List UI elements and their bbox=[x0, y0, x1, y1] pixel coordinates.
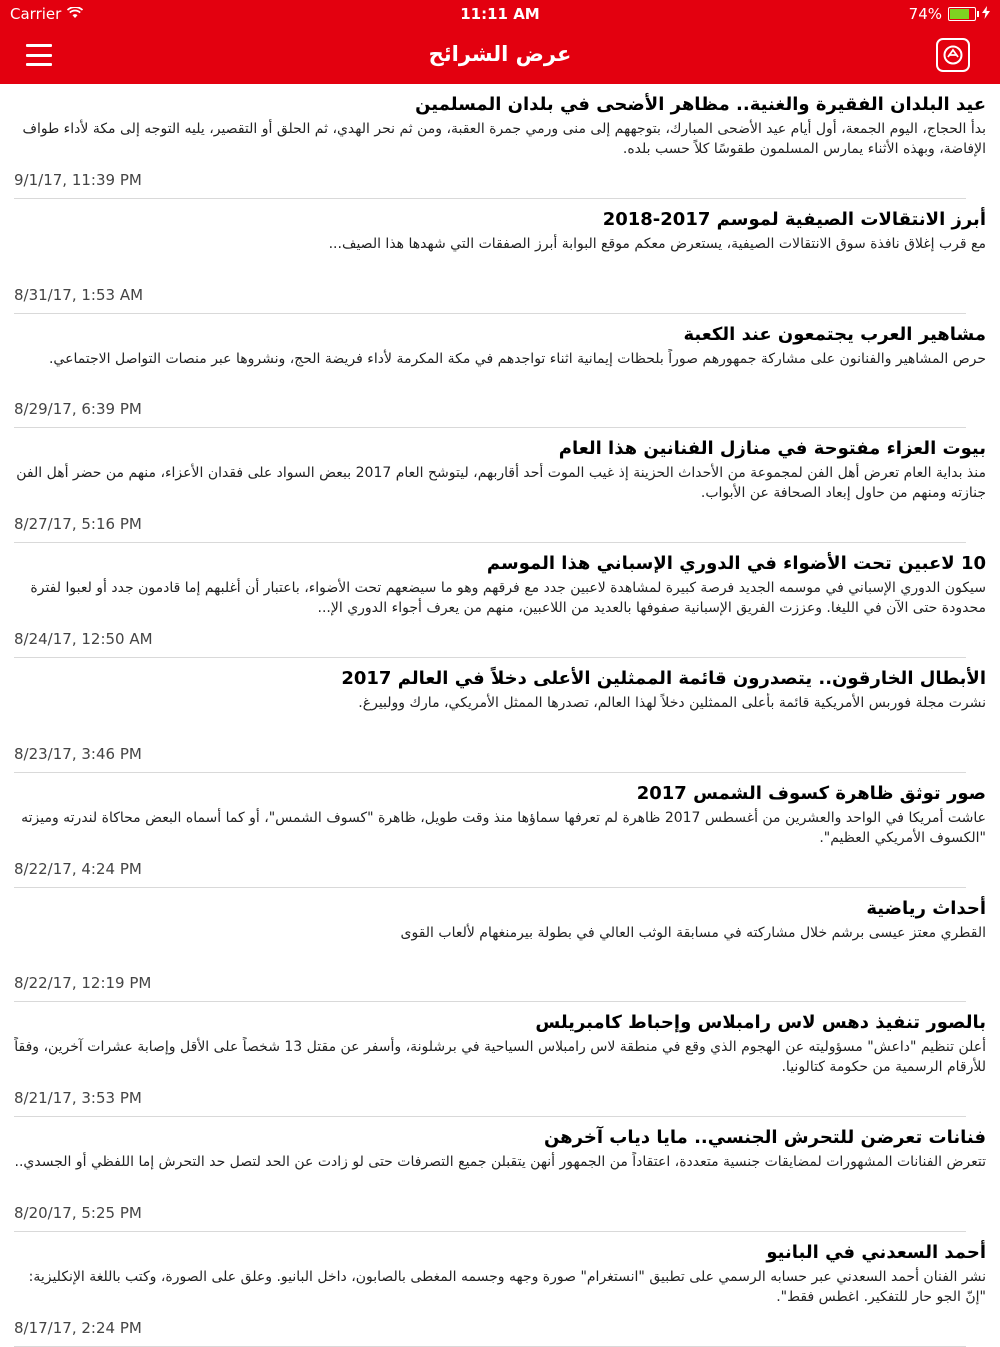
article-date: 8/20/17, 5:25 PM bbox=[14, 1203, 142, 1222]
article-date: 8/24/17, 12:50 AM bbox=[14, 629, 153, 648]
article-summary: تتعرض الفنانات المشهورات لمضايقات جنسية متعددة، اعتقاداً من الجمهور أنهن يتقبلن جميع التصرفات حتى لو زادت عن الحد لتصل حد التحرش إما اللفظي أو الجسدي.. bbox=[14, 1154, 986, 1171]
list-item[interactable] bbox=[0, 314, 1000, 429]
article-date: 9/1/17, 11:39 PM bbox=[14, 170, 142, 189]
status-bar bbox=[0, 0, 1000, 28]
article-summary: القطري معتز عيسى برشم خلال مشاركته في مسابقة الوثب العالي في بطولة بيرمنغهام لألعاب القوى bbox=[400, 924, 986, 941]
article-date: 8/27/17, 5:16 PM bbox=[14, 515, 142, 534]
list-item[interactable] bbox=[0, 1002, 1000, 1117]
article-summary: نشرت مجلة فوربس الأمريكية قائمة بأعلى الممثلين دخلاً لهذا العالم، تصدرها الممثل الأمريكي، مارك وولبيرغ. bbox=[358, 694, 986, 711]
article-title: أحمد السعدني في البانيو bbox=[766, 1241, 986, 1263]
page-title: عرض الشرائح bbox=[428, 42, 572, 66]
article-list bbox=[0, 84, 1000, 1347]
status-right bbox=[909, 5, 990, 23]
article-date: 8/23/17, 3:46 PM bbox=[14, 744, 142, 763]
article-date: 8/21/17, 3:53 PM bbox=[14, 1089, 142, 1108]
article-summary: سيكون الدوري الإسباني في موسمه الجديد فرصة كبيرة لمشاهدة لاعبين جدد مع فرقهم وهو ما سيضعهم تحت الأضواء، باعتبار أن أغلبهم إما قادمون جدد أو لعبوا لفترة محدودة حتى الآن في الليغا. وعززت الفريق الإسبانية صفوفها بالعديد من اللاعبين، منهم من يعرف أجواء الدوري الإ... bbox=[30, 580, 986, 617]
list-item[interactable] bbox=[0, 543, 1000, 658]
article-date: 8/22/17, 12:19 PM bbox=[14, 974, 152, 993]
article-summary: أعلن تنظيم "داعش" مسؤوليته عن الهجوم الذي وقع في منطقة لاس رامبلاس السياحية في برشلونة، وأسفر عن مقتل 13 شخصاً على الأقل وإصابة عشرات آخرين، وفقاً للأرقام الرسمية من حكومة كتالونيا. bbox=[14, 1039, 986, 1076]
list-item[interactable] bbox=[0, 1117, 1000, 1232]
list-item[interactable] bbox=[0, 199, 1000, 314]
battery-icon bbox=[948, 7, 976, 21]
article-date: 8/29/17, 6:39 PM bbox=[14, 400, 142, 419]
article-summary: منذ بداية العام تعرض أهل الفن لمجموعة من الأحداث الحزينة إذ غيب الموت أحد أقاربهم، ليتوشح العام 2017 ببعض السواد على فقدان الأعزاء، منهم من حضر أهل الفن جنازته ومنهم من حاول إبعاد الصحافة عن الأبواب. bbox=[16, 465, 986, 502]
article-title: صور توثق ظاهرة كسوف الشمس 2017 bbox=[636, 782, 986, 804]
article-title: بالصور تنفيذ دهس لاس رامبلاس وإحباط كامبريلس bbox=[535, 1012, 986, 1034]
article-title: أحداث رياضية bbox=[866, 897, 986, 919]
article-date: 8/17/17, 2:24 PM bbox=[14, 1318, 142, 1337]
article-summary: عاشت أمريكا في الواحد والعشرين من أغسطس 2017 ظاهرة لم تعرفها سماؤها منذ وقت طويل، ظاهرة "كسوف الشمس"، أو كما أسماه البعض محاكاة لندرته وميزته "الكسوف الأمريكي العظيم". bbox=[21, 809, 986, 846]
article-summary: نشر الفنان أحمد السعدني عبر حسابه الرسمي على تطبيق "انستغرام" صورة وجهه وجسمه المغطى بالصابون، داخل البانيو. وعلق على الصورة، وكتب باللغة الإنكليزية: "إنّ الجو حار للتفكير. اغطس فقط". bbox=[28, 1268, 986, 1305]
article-title: 10 لاعبين تحت الأضواء في الدوري الإسباني هذا الموسم bbox=[486, 553, 986, 575]
list-item[interactable] bbox=[0, 658, 1000, 773]
logo-icon bbox=[942, 44, 964, 66]
status-time: 11:11 AM bbox=[460, 5, 540, 23]
nav-bar bbox=[0, 28, 1000, 84]
article-date: 8/31/17, 1:53 AM bbox=[14, 285, 144, 304]
logo-button[interactable] bbox=[936, 38, 970, 72]
article-title: أبرز الانتقالات الصيفية لموسم 2017-2018 bbox=[602, 208, 986, 230]
article-title: الأبطال الخارقون.. يتصدرون قائمة الممثلين الأعلى دخلاً في العالم 2017 bbox=[341, 667, 986, 689]
article-summary: مع قرب إغلاق نافذة سوق الانتقالات الصيفية، يستعرض معكم موقع البوابة أبرز الصفقات التي شهدها هذا الصيف... bbox=[328, 235, 986, 252]
list-item[interactable] bbox=[0, 1232, 1000, 1347]
article-title: مشاهير العرب يجتمعون عند الكعبة bbox=[683, 323, 986, 345]
list-item[interactable] bbox=[0, 84, 1000, 199]
article-date: 8/22/17, 4:24 PM bbox=[14, 859, 142, 878]
article-summary: بدأ الحجاج، اليوم الجمعة، أول أيام عيد الأضحى المبارك، بتوجههم إلى منى ورمي جمرة العقبة، ومن ثم نحر الهدي، ثم الحلق أو التقصير، يليه التوجه إلى مكة لأداء طواف الإفاضة، وبهذه الأثناء يمارس المسلمون طقوسًا كلاً حسب بلده. bbox=[22, 121, 986, 157]
battery-percent: 74% bbox=[908, 5, 942, 23]
charging-icon bbox=[982, 5, 990, 23]
list-item[interactable] bbox=[0, 773, 1000, 888]
article-title: بيوت العزاء مفتوحة في منازل الفنانين هذا العام bbox=[558, 438, 986, 460]
article-title: فنانات تعرضن للتحرش الجنسي.. مايا دياب آخرهن bbox=[543, 1127, 986, 1149]
article-summary: حرص المشاهير والفنانون على مشاركة جمهورهم صوراً بلحظات إيمانية اثناء تواجدهم في مكة المكرمة لأداء فريضة الحج، ونشروها عبر منصات التواصل الاجتماعي. bbox=[48, 350, 986, 367]
list-item[interactable] bbox=[0, 428, 1000, 543]
carrier-label: Carrier bbox=[10, 5, 62, 23]
list-item[interactable] bbox=[0, 888, 1000, 1003]
article-title: عيد البلدان الفقيرة والغنية.. مظاهر الأضحى في بلدان المسلمين bbox=[415, 94, 986, 115]
